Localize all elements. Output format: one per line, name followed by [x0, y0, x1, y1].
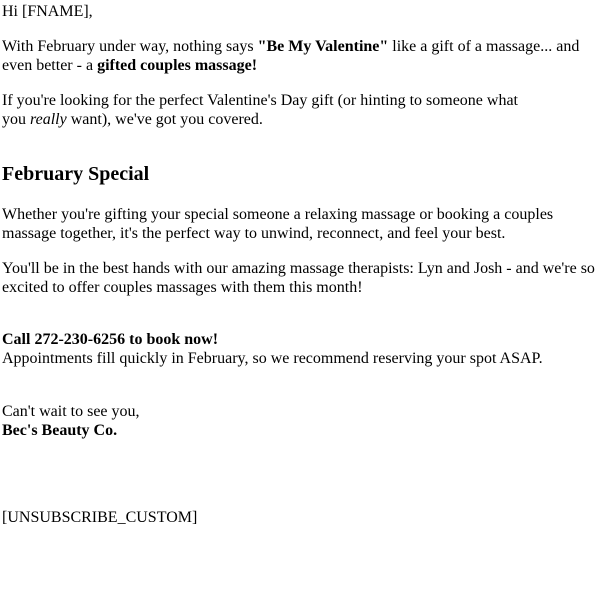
cta-urgency-text: Appointments fill quickly in February, so we recommend reserving your spot ASAP. — [2, 350, 543, 367]
therapists-line-2 — [2, 278, 602, 297]
signoff-line — [2, 402, 602, 421]
gift-text-1: If you're looking for the perfect Valentine's Day gift (or hinting to someone what — [2, 92, 518, 109]
therapists-paragraph — [2, 259, 602, 297]
cta-urgency-line — [2, 349, 602, 368]
gift-text-2-pre: you — [2, 111, 30, 128]
gift-paragraph — [2, 91, 602, 129]
special-text-1: Whether you're gifting your special someone a relaxing massage or booking a couples — [2, 206, 554, 223]
greeting-line — [2, 2, 602, 21]
gift-line-1 — [2, 91, 602, 110]
intro-paragraph — [2, 37, 602, 75]
section-heading-february-special: February Special — [2, 163, 150, 185]
brand-name: Bec's Beauty Co. — [2, 422, 118, 439]
unsubscribe-merge-tag: [UNSUBSCRIBE_CUSTOM] — [2, 509, 198, 526]
special-text-2: massage together, it's the perfect way to unwind, reconnect, and feel your best. — [2, 225, 506, 242]
signoff-text: Can't wait to see you, — [2, 403, 140, 420]
cta-call-prefix: Call — [2, 331, 35, 348]
cta-call-suffix: to book now! — [125, 331, 219, 348]
unsubscribe-line — [2, 508, 602, 527]
intro-text-2-bold-offer: gifted couples massage! — [97, 57, 258, 74]
intro-text-bold-valentine: "Be My Valentine" — [257, 38, 389, 55]
intro-line-1 — [2, 37, 602, 56]
cta-paragraph — [2, 330, 602, 368]
footer-paragraph — [2, 508, 602, 527]
signoff-paragraph — [2, 402, 602, 440]
therapists-text-2: excited to offer couples massages with them this month! — [2, 279, 363, 296]
brand-line — [2, 421, 602, 440]
intro-line-2 — [2, 56, 602, 75]
intro-text-pre: With February under way, nothing says — [2, 38, 258, 55]
greeting-paragraph — [2, 2, 602, 21]
gift-text-2-post: want), we've got you covered. — [66, 111, 263, 128]
special-line-1 — [2, 205, 602, 224]
cta-phone-number: 272-230-6256 — [34, 331, 126, 348]
special-paragraph — [2, 205, 602, 243]
cta-call-line — [2, 330, 602, 349]
gift-text-2-italic: really — [30, 111, 67, 128]
greeting-text: Hi [FNAME], — [2, 3, 93, 20]
gift-line-2 — [2, 110, 602, 129]
special-line-2 — [2, 224, 602, 243]
intro-text-2-pre: even better - a — [2, 57, 98, 74]
intro-text-post: like a gift of a massage... and — [388, 38, 580, 55]
therapists-text-1: You'll be in the best hands with our amazing massage therapists: Lyn and Josh - and we're so — [2, 260, 595, 277]
therapists-line-1 — [2, 259, 602, 278]
